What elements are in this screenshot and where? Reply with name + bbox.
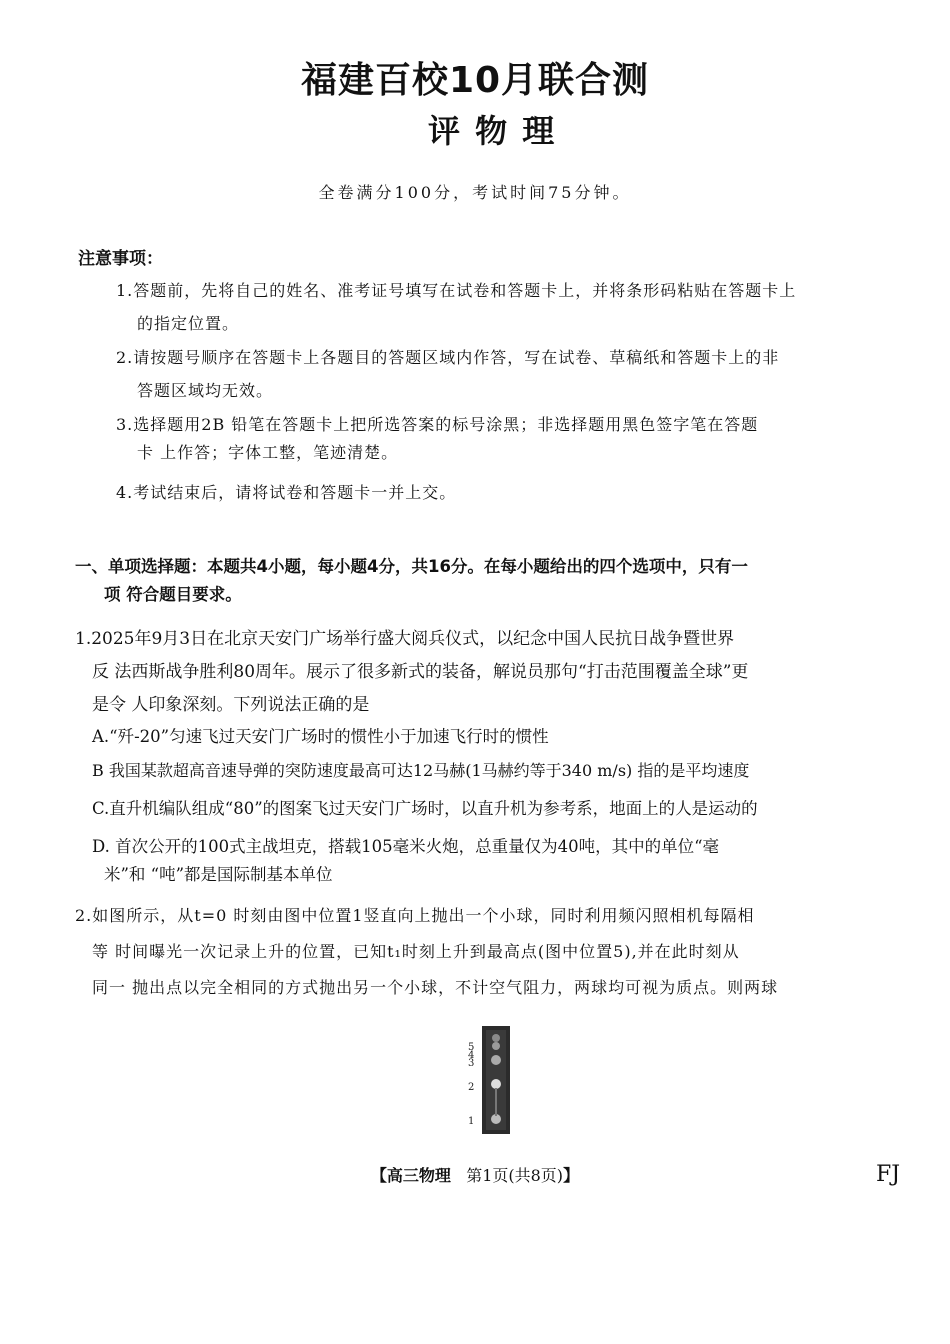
notice-item-4: 4.考试结束后，请将试卷和答题卡一并上交。: [116, 483, 457, 502]
notice-item-3-cont: 卡 上作答；字体工整，笔迹清楚。: [137, 443, 399, 462]
footer-bracket-close: 】: [563, 1166, 580, 1185]
q1-option-a: A.“歼-20”匀速飞过天安门广场时的惯性小于加速飞行时的惯性: [92, 727, 549, 746]
exam-title: 福建百校10月联合测: [300, 60, 650, 101]
q1-stem-line-2: 反 法西斯战争胜利80周年。展示了很多新式的装备，解说员那句“打击范围覆盖全球”更: [92, 662, 749, 682]
footer-page-number: 第1页(共8页): [466, 1166, 564, 1185]
footer-bracket-open: 【: [370, 1166, 387, 1185]
figure-label-2: 2: [468, 1082, 475, 1093]
q2-stem-line-3: 同一 抛出点以完全相同的方式抛出另一个小球，不计空气阻力，两球均可视为质点。则两球: [92, 978, 779, 997]
q2-stem-line-2: 等 时间曝光一次记录上升的位置，已知t₁时刻上升到最高点(图中位置5),并在此时刻从: [92, 942, 740, 961]
exam-meta: 全卷满分100分，考试时间75分钟。: [318, 183, 632, 202]
q1-option-d-cont: 米”和 “吨”都是国际制基本单位: [104, 865, 333, 884]
notice-item-1-cont: 的指定位置。: [137, 314, 240, 333]
notice-heading: 注意事项：: [78, 249, 163, 269]
region-code: FJ: [876, 1162, 901, 1187]
figure-label-3: 3: [468, 1058, 475, 1069]
q1-option-c: C.直升机编队组成“80”的图案飞过天安门广场时，以直升机为参考系，地面上的人是运动的: [92, 799, 758, 818]
footer-subject: 高三物理: [386, 1166, 451, 1185]
q1-stem-line-1: 1.2025年9月3日在北京天安门广场举行盛大阅兵仪式，以纪念中国人民抗日战争暨世界: [75, 629, 735, 649]
q1-option-b: B 我国某款超高音速导弹的突防速度最高可达12马赫(1马赫约等于340 m/s) 指的是平均速度: [92, 761, 750, 780]
page-footer: [0, 1163, 950, 1186]
q1-option-d: D. 首次公开的100式主战坦克，搭载105毫米火炮，总重量仅为40吨，其中的单位“毫: [92, 837, 720, 856]
section-heading: 一、单项选择题：本题共4小题，每小题4分，共16分。在每小题给出的四个选项中，只有一: [75, 557, 748, 576]
figure-label-4: 4: [468, 1050, 475, 1061]
section-heading-cont: 项 符合题目要求。: [104, 585, 242, 604]
notice-item-3: 3.选择题用2B 铅笔在答题卡上把所选答案的标号涂黑；非选择题用黑色签字笔在答题: [116, 415, 759, 434]
figure-label-1: 1: [468, 1116, 475, 1127]
figure-label-5: 5: [468, 1042, 475, 1053]
q2-stem-line-1: 2.如图所示，从t=0 时刻由图中位置1竖直向上抛出一个小球，同时利用频闪照相机每隔相: [75, 906, 755, 925]
notice-item-2-cont: 答题区域均无效。: [137, 381, 274, 400]
subject-title: 评 物 理: [428, 112, 557, 150]
strobe-photo-figure: [462, 1024, 522, 1136]
notice-item-2: 2.请按题号顺序在答题卡上各题目的答题区域内作答，写在试卷、草稿纸和答题卡上的非: [116, 348, 780, 367]
notice-item-1: 1.答题前，先将自己的姓名、准考证号填写在试卷和答题卡上，并将条形码粘贴在答题卡上: [116, 281, 797, 300]
q1-stem-line-3: 是令 人印象深刻。下列说法正确的是: [92, 695, 370, 715]
